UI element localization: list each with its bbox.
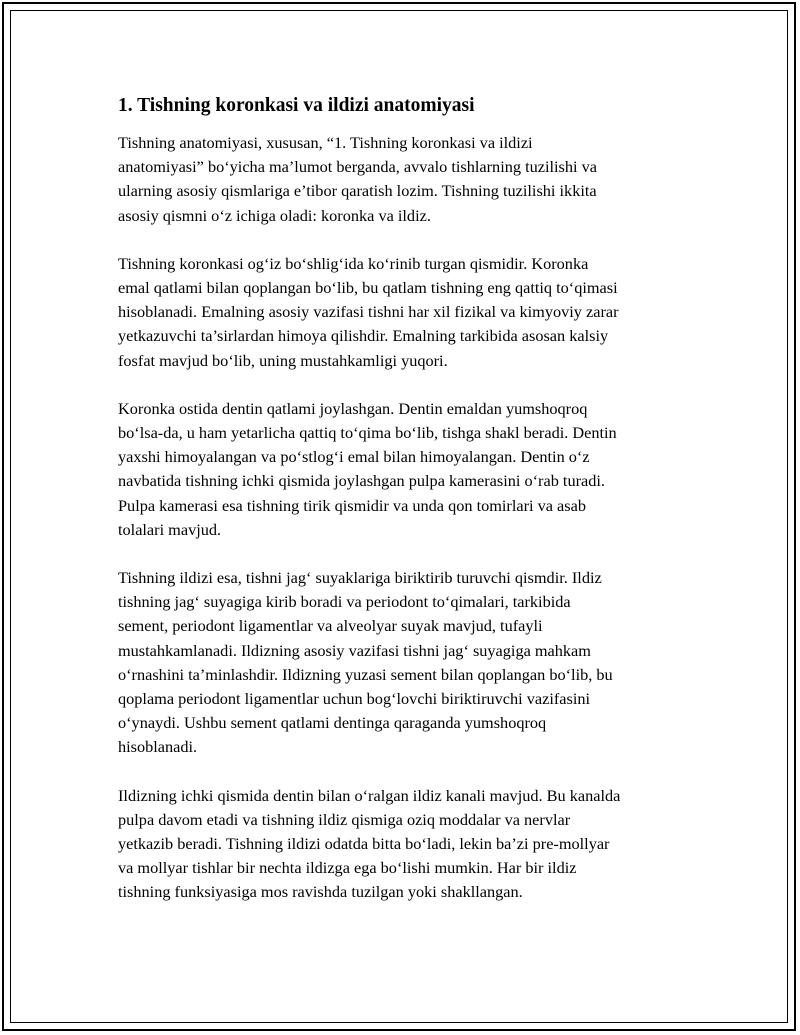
text-line: emal qatlami bilan qoplangan bo‘lib, bu qatlam tishning eng qattiq to‘qimasi [118, 278, 618, 298]
paragraph-1 [118, 131, 693, 228]
paragraph-3 [118, 397, 693, 542]
text-line: qoplama periodont ligamentlar uchun bog‘lovchi biriktiruvchi vazifasini [118, 689, 591, 709]
text-line: pulpa davom etadi va tishning ildiz qismiga oziq moddalar va nervlar [118, 809, 571, 829]
document-body [118, 93, 693, 929]
paragraph-2 [118, 252, 693, 373]
text-line: tishning funksiyasiga mos ravishda tuzilgan yoki shakllangan. [118, 882, 523, 902]
text-line: bo‘lsa-da, u ham yetarlicha qattiq to‘qima bo‘lib, tishga shakl beradi. Dentin [118, 423, 617, 443]
text-line: asosiy qismni o‘z ichiga oladi: koronka va ildiz. [118, 205, 431, 225]
text-line: sement, periodont ligamentlar va alveolyar suyak mavjud, tufayli [118, 616, 543, 636]
text-line: yaxshi himoyalangan va po‘stlog‘i emal bilan himoyalangan. Dentin o‘z [118, 447, 590, 467]
text-line: Tishning anatomiyasi, xususan, “1. Tishning koronkasi va ildizi [118, 133, 533, 152]
paragraph-5 [118, 784, 693, 905]
text-line: tishning jag‘ suyagiga kirib boradi va periodont to‘qimalari, tarkibida [118, 592, 571, 612]
text-line: o‘rnashini ta’minlashdir. Ildizning yuzasi sement bilan qoplangan bo‘lib, bu [118, 664, 613, 684]
text-line: yetkazuvchi ta’sirlardan himoya qilishdir. Emalning tarkibida asosan kalsiy [118, 326, 609, 346]
text-line: anatomiyasi” bo‘yicha ma’lumot berganda, avvalo tishlarning tuzilishi va [118, 157, 597, 177]
text-line: ularning asosiy qismlariga e’tibor qaratish lozim. Tishning tuzilishi ikkita [118, 181, 597, 201]
text-line: navbatida tishning ichki qismida joylashgan pulpa kamerasini o‘rab turadi. [118, 471, 605, 491]
paragraph-4 [118, 566, 693, 760]
text-line: Koronka ostida dentin qatlami joylashgan. Dentin emaldan yumshoqroq [118, 398, 588, 418]
text-line: tolalari mavjud. [118, 519, 222, 539]
text-line: Pulpa kamerasi esa tishning tirik qismidir va unda qon tomirlari va asab [118, 495, 586, 515]
text-line: Ildizning ichki qismida dentin bilan o‘ralgan ildiz kanali mavjud. Bu kanalda [118, 785, 621, 805]
text-line: hisoblanadi. Emalning asosiy vazifasi tishni har xil fizikal va kimyoviy zarar [118, 302, 619, 322]
text-line: o‘ynaydi. Ushbu sement qatlami dentinga qaraganda yumshoqroq [118, 713, 547, 733]
text-line: va mollyar tishlar bir nechta ildizga ega bo‘lishi mumkin. Har bir ildiz [118, 858, 577, 878]
text-line: Tishning koronkasi og‘iz bo‘shlig‘ida ko‘rinib turgan qismidir. Koronka [118, 253, 589, 273]
text-line: yetkazib beradi. Tishning ildizi odatda bitta bo‘ladi, lekin ba’zi pre-mollyar [118, 834, 610, 854]
text-line: mustahkamlanadi. Ildizning asosiy vazifasi tishni jag‘ suyagiga mahkam [118, 640, 591, 660]
section-title: 1. Tishning koronkasi va ildizi anatomiyasi [118, 95, 475, 116]
text-line: hisoblanadi. [118, 737, 198, 757]
text-line: Tishning ildizi esa, tishni jag‘ suyaklariga biriktirib turuvchi qismdir. Ildiz [118, 568, 602, 588]
text-line: fosfat mavjud bo‘lib, uning mustahkamligi yuqori. [118, 350, 448, 370]
